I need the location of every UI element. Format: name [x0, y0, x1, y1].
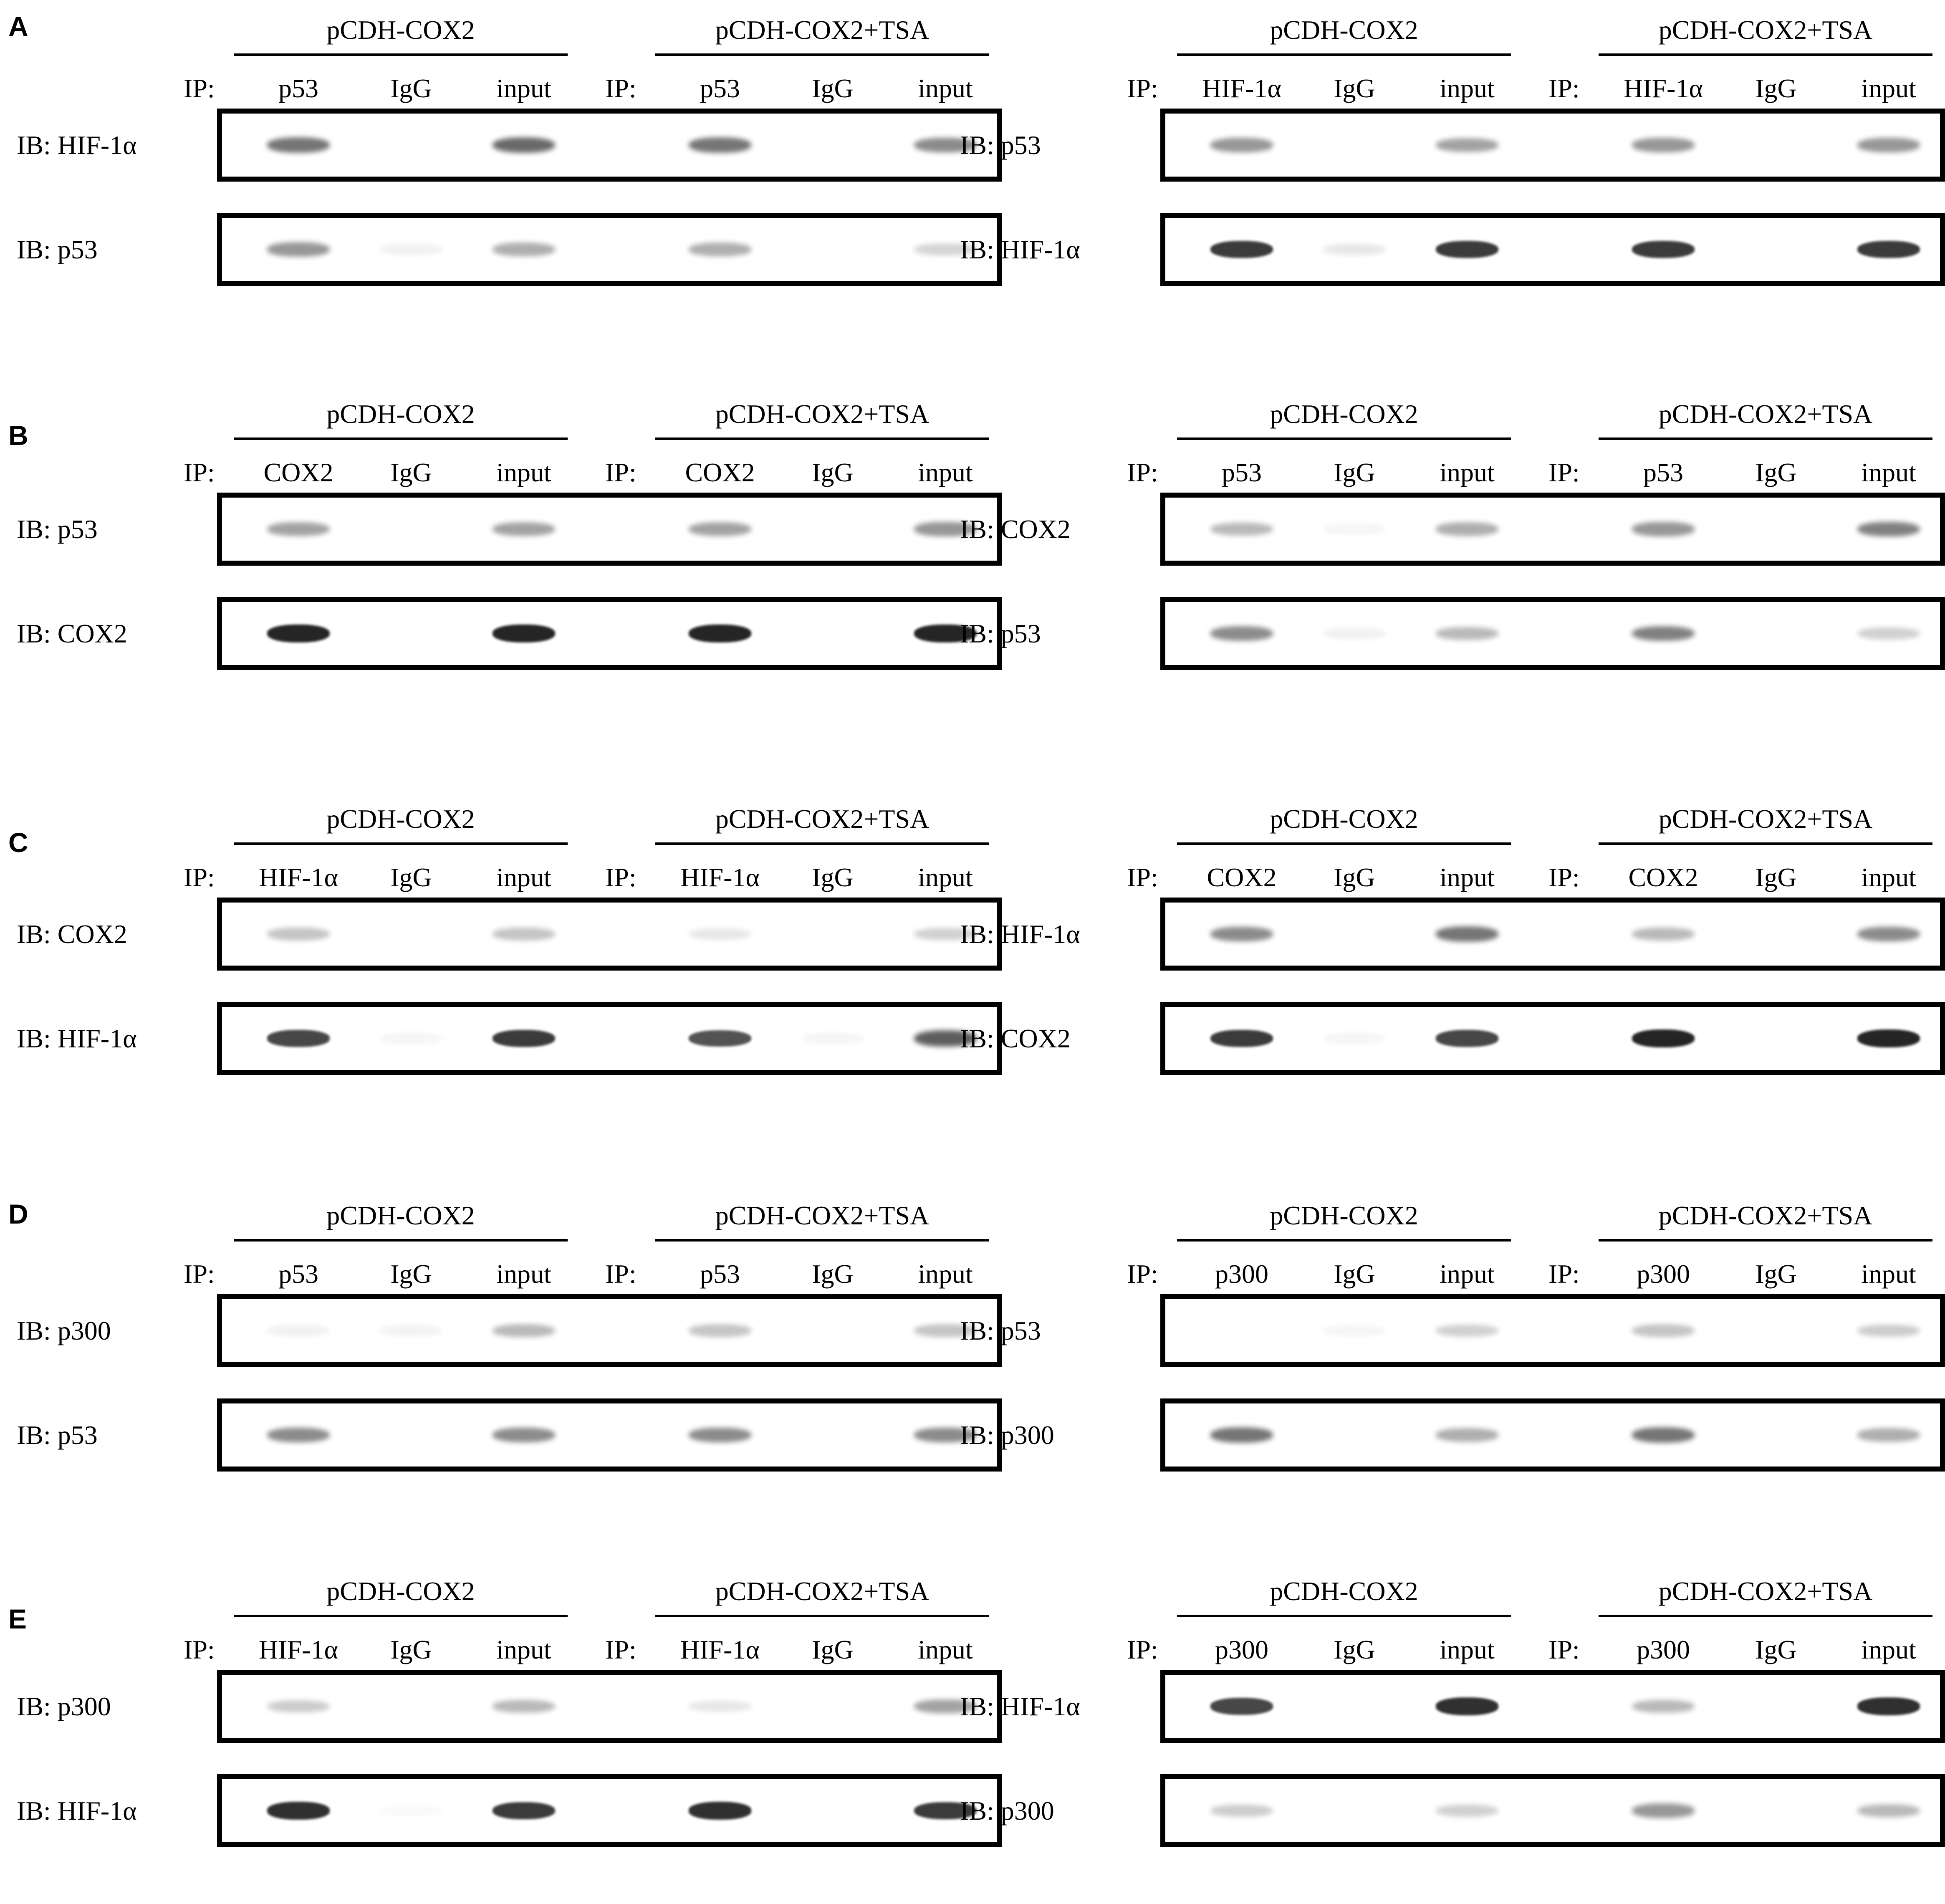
- lane-label: input: [918, 1635, 973, 1664]
- lane-label: input: [496, 1635, 551, 1664]
- condition-label: pCDH-COX2: [1270, 399, 1418, 429]
- blot-band: [1436, 1805, 1498, 1817]
- lane-label: IgG: [1334, 73, 1375, 103]
- lane-label: p53: [700, 73, 740, 103]
- condition-label: pCDH-COX2+TSA: [1658, 399, 1873, 429]
- blot-band: [1632, 241, 1695, 258]
- condition-underline: [1599, 1615, 1932, 1617]
- lane-label: IgG: [1334, 1635, 1375, 1664]
- blot-band: [493, 243, 555, 256]
- blot-band: [1436, 627, 1498, 640]
- lane-label: p53: [1643, 458, 1683, 487]
- blot-band: [493, 1324, 555, 1337]
- ib-label: IB: COX2: [960, 514, 1071, 544]
- ib-label: IB: COX2: [17, 919, 127, 949]
- blot-band: [493, 1030, 555, 1047]
- lane-label: HIF-1α: [259, 862, 338, 892]
- ib-label: IB: HIF-1α: [17, 1795, 137, 1826]
- condition-underline: [1177, 1615, 1511, 1617]
- ib-label: IB: p300: [17, 1315, 111, 1345]
- lane-label: input: [1861, 73, 1916, 103]
- lane-label: COX2: [263, 458, 333, 487]
- blot-frame: [1160, 109, 1945, 182]
- blot-band: [1210, 138, 1273, 152]
- condition-underline: [655, 437, 989, 440]
- ip-label: IP:: [1127, 862, 1158, 892]
- blot-band: [1436, 1325, 1498, 1337]
- blot-frame: [217, 213, 1002, 286]
- blot-band: [689, 522, 751, 536]
- lane-label: input: [1440, 1259, 1495, 1289]
- panel-letter: B: [8, 420, 28, 451]
- condition-label: pCDH-COX2: [1270, 15, 1418, 45]
- blot-band: [493, 928, 555, 941]
- blot-band: [1210, 927, 1273, 941]
- condition-underline: [1599, 437, 1932, 440]
- lane-label: p300: [1637, 1635, 1690, 1664]
- condition-underline: [1177, 842, 1511, 845]
- condition-header: [1599, 401, 1932, 427]
- ip-label: IP:: [184, 73, 215, 103]
- condition-header: [234, 17, 568, 43]
- blot-band: [689, 1030, 751, 1047]
- condition-underline: [234, 437, 568, 440]
- ib-label: IB: p53: [17, 1420, 98, 1450]
- lane-label: input: [496, 73, 551, 103]
- blot-band: [1436, 926, 1498, 942]
- blot-band: [1857, 1029, 1920, 1047]
- ip-label: IP:: [1548, 1635, 1580, 1664]
- ib-label: IB: HIF-1α: [17, 1023, 137, 1053]
- blot-frame: [1160, 1398, 1945, 1472]
- blot-band: [1210, 523, 1273, 536]
- condition-label: pCDH-COX2+TSA: [715, 399, 930, 429]
- blot-band: [1857, 1428, 1920, 1441]
- lane-label: input: [918, 458, 973, 487]
- blot-frame: [217, 493, 1002, 566]
- condition-header: [234, 1578, 568, 1605]
- lane-label: IgG: [1755, 458, 1797, 487]
- blot-band: [1210, 626, 1273, 641]
- lane-label: HIF-1α: [680, 1635, 760, 1664]
- blot-band: [267, 625, 330, 642]
- ip-label: IP:: [184, 1259, 215, 1289]
- panel-letter: D: [8, 1199, 28, 1229]
- condition-underline: [1599, 1239, 1932, 1242]
- lane-label: input: [1861, 1259, 1916, 1289]
- blot-right: [960, 399, 1916, 726]
- lane-label: IgG: [812, 1259, 854, 1289]
- blot-band: [801, 1033, 864, 1044]
- lane-label: p300: [1215, 1635, 1268, 1664]
- blot-left: [17, 804, 973, 1131]
- blot-band: [1323, 1033, 1386, 1044]
- lane-label: input: [496, 1259, 551, 1289]
- blot-band: [1857, 1697, 1920, 1715]
- condition-underline: [655, 842, 989, 845]
- condition-header: [1599, 17, 1932, 43]
- lane-label: input: [918, 73, 973, 103]
- blot-band: [267, 1700, 330, 1713]
- blot-band: [1210, 241, 1273, 258]
- ib-label: IB: p53: [960, 130, 1041, 160]
- blot-band: [267, 522, 330, 536]
- condition-label: pCDH-COX2: [1270, 804, 1418, 834]
- blot-band: [1857, 522, 1920, 537]
- condition-label: pCDH-COX2: [326, 1201, 475, 1230]
- condition-underline: [1599, 842, 1932, 845]
- blot-right: [960, 804, 1916, 1131]
- blot-left: [17, 1201, 973, 1528]
- condition-label: pCDH-COX2: [326, 399, 475, 429]
- blot-band: [267, 137, 330, 153]
- ib-label: IB: HIF-1α: [17, 130, 137, 160]
- blot-band: [1632, 626, 1695, 641]
- ib-label: IB: p300: [17, 1691, 111, 1721]
- condition-label: pCDH-COX2: [1270, 1576, 1418, 1606]
- blot-band: [267, 1325, 330, 1336]
- blot-band: [1632, 928, 1695, 941]
- ip-label: IP:: [605, 1635, 637, 1664]
- condition-underline: [655, 53, 989, 56]
- blot-frame: [1160, 1294, 1945, 1367]
- condition-label: pCDH-COX2: [326, 804, 475, 834]
- condition-label: pCDH-COX2+TSA: [1658, 1576, 1873, 1606]
- blot-band: [689, 1428, 751, 1442]
- ip-label: IP:: [605, 862, 637, 892]
- blot-band: [1436, 1030, 1498, 1047]
- blot-band: [1632, 1803, 1695, 1818]
- lane-label: IgG: [1334, 862, 1375, 892]
- condition-underline: [234, 842, 568, 845]
- condition-underline: [1177, 437, 1511, 440]
- lane-label: input: [1440, 862, 1495, 892]
- ib-label: IB: p53: [17, 514, 98, 544]
- condition-header: [234, 401, 568, 427]
- condition-header: [655, 1202, 989, 1229]
- blot-frame: [217, 1002, 1002, 1075]
- blot-band: [1632, 522, 1695, 536]
- blot-band: [1632, 1700, 1695, 1713]
- condition-underline: [1177, 53, 1511, 56]
- condition-label: pCDH-COX2: [326, 15, 475, 45]
- blot-left: [17, 15, 973, 342]
- blot-frame: [1160, 493, 1945, 566]
- blot-band: [1210, 1698, 1273, 1714]
- blot-frame: [217, 1774, 1002, 1847]
- condition-label: pCDH-COX2+TSA: [1658, 15, 1873, 45]
- condition-header: [234, 806, 568, 832]
- blot-band: [689, 137, 751, 153]
- blot-band: [1436, 1697, 1498, 1715]
- ip-label: IP:: [1127, 458, 1158, 487]
- lane-label: IgG: [1755, 73, 1797, 103]
- panel-letter: C: [8, 827, 28, 858]
- condition-header: [1177, 1202, 1511, 1229]
- blot-band: [1210, 1030, 1273, 1047]
- condition-header: [655, 401, 989, 427]
- ib-label: IB: COX2: [960, 1023, 1071, 1053]
- condition-header: [655, 17, 989, 43]
- lane-label: p53: [700, 1259, 740, 1289]
- blot-band: [1210, 1427, 1273, 1443]
- lane-label: p300: [1637, 1259, 1690, 1289]
- blot-band: [493, 625, 555, 642]
- blot-frame: [217, 898, 1002, 971]
- ip-label: IP:: [1548, 1259, 1580, 1289]
- lane-label: input: [496, 862, 551, 892]
- condition-label: pCDH-COX2+TSA: [715, 1576, 930, 1606]
- lane-label: IgG: [812, 1635, 854, 1664]
- lane-label: input: [1861, 458, 1916, 487]
- blot-band: [380, 244, 442, 255]
- blot-frame: [1160, 898, 1945, 971]
- blot-band: [267, 1802, 330, 1819]
- panel-letter: A: [8, 11, 28, 42]
- blot-band: [1436, 522, 1498, 536]
- lane-label: input: [918, 1259, 973, 1289]
- blot-band: [1323, 628, 1386, 639]
- blot-band: [1436, 241, 1498, 258]
- blot-band: [1323, 523, 1386, 535]
- lane-label: p53: [278, 1259, 318, 1289]
- condition-header: [1177, 806, 1511, 832]
- blot-band: [493, 1700, 555, 1713]
- blot-band: [380, 1805, 442, 1816]
- blot-left: [17, 399, 973, 726]
- blot-band: [493, 137, 555, 153]
- condition-label: pCDH-COX2+TSA: [715, 804, 930, 834]
- blot-band: [1632, 1427, 1695, 1443]
- condition-underline: [1177, 1239, 1511, 1242]
- lane-label: IgG: [812, 73, 854, 103]
- blot-band: [1857, 927, 1920, 941]
- blot-band: [1857, 1804, 1920, 1817]
- lane-label: HIF-1α: [259, 1635, 338, 1664]
- condition-underline: [234, 1239, 568, 1242]
- blot-frame: [1160, 1670, 1945, 1743]
- condition-underline: [234, 1615, 568, 1617]
- blot-band: [1632, 1324, 1695, 1337]
- ip-label: IP:: [184, 458, 215, 487]
- blot-band: [1857, 1325, 1920, 1337]
- ip-label: IP:: [1127, 1635, 1158, 1664]
- lane-label: p300: [1215, 1259, 1268, 1289]
- lane-label: IgG: [1334, 458, 1375, 487]
- lane-label: IgG: [1334, 1259, 1375, 1289]
- ib-label: IB: HIF-1α: [960, 234, 1080, 264]
- blot-frame: [217, 597, 1002, 670]
- ib-label: IB: p300: [960, 1420, 1054, 1450]
- lane-label: input: [1861, 862, 1916, 892]
- ip-label: IP:: [605, 73, 637, 103]
- condition-header: [655, 1578, 989, 1605]
- ib-label: IB: HIF-1α: [960, 919, 1080, 949]
- panel-letter: E: [8, 1603, 27, 1634]
- blot-frame: [1160, 1002, 1945, 1075]
- lane-label: COX2: [1207, 862, 1277, 892]
- ip-label: IP:: [1548, 73, 1580, 103]
- lane-label: IgG: [812, 458, 854, 487]
- condition-underline: [234, 53, 568, 56]
- blot-band: [689, 928, 751, 940]
- lane-label: IgG: [390, 73, 432, 103]
- lane-label: HIF-1α: [680, 862, 760, 892]
- blot-band: [689, 243, 751, 256]
- lane-label: p53: [1222, 458, 1262, 487]
- lane-label: IgG: [390, 862, 432, 892]
- lane-label: COX2: [685, 458, 755, 487]
- ib-label: IB: p53: [960, 1315, 1041, 1345]
- ip-label: IP:: [605, 458, 637, 487]
- blot-band: [689, 1324, 751, 1337]
- ip-label: IP:: [605, 1259, 637, 1289]
- condition-header: [655, 806, 989, 832]
- lane-label: input: [918, 862, 973, 892]
- blot-frame: [1160, 597, 1945, 670]
- ip-label: IP:: [184, 1635, 215, 1664]
- condition-label: pCDH-COX2+TSA: [1658, 804, 1873, 834]
- lane-label: HIF-1α: [1624, 73, 1703, 103]
- blot-band: [1632, 1029, 1695, 1047]
- blot-frame: [217, 1398, 1002, 1472]
- blot-right: [960, 1576, 1916, 1904]
- lane-label: input: [1861, 1635, 1916, 1664]
- blot-band: [380, 1325, 442, 1336]
- lane-label: input: [1440, 73, 1495, 103]
- ib-label: IB: p53: [17, 234, 98, 264]
- blot-band: [1436, 1428, 1498, 1441]
- blot-frame: [217, 1294, 1002, 1367]
- condition-underline: [1599, 53, 1932, 56]
- blot-band: [267, 1428, 330, 1442]
- blot-band: [1857, 241, 1920, 258]
- blot-band: [267, 242, 330, 256]
- condition-header: [1599, 806, 1932, 832]
- condition-header: [234, 1202, 568, 1229]
- blot-band: [1323, 244, 1386, 255]
- blot-band: [1210, 1805, 1273, 1817]
- ip-label: IP:: [1127, 1259, 1158, 1289]
- blot-frame: [1160, 1774, 1945, 1847]
- lane-label: input: [1440, 458, 1495, 487]
- condition-header: [1177, 401, 1511, 427]
- ib-label: IB: p300: [960, 1795, 1054, 1826]
- condition-underline: [655, 1239, 989, 1242]
- condition-label: pCDH-COX2+TSA: [715, 1201, 930, 1230]
- condition-label: pCDH-COX2: [1270, 1201, 1418, 1230]
- lane-label: IgG: [1755, 1259, 1797, 1289]
- lane-label: p53: [278, 73, 318, 103]
- condition-header: [1599, 1202, 1932, 1229]
- lane-label: input: [1440, 1635, 1495, 1664]
- lane-label: IgG: [812, 862, 854, 892]
- blot-band: [267, 928, 330, 941]
- condition-label: pCDH-COX2+TSA: [1658, 1201, 1873, 1230]
- condition-label: pCDH-COX2: [326, 1576, 475, 1606]
- blot-band: [267, 1030, 330, 1047]
- lane-label: IgG: [390, 1635, 432, 1664]
- blot-band: [689, 1701, 751, 1712]
- ip-label: IP:: [1127, 73, 1158, 103]
- blot-band: [1857, 138, 1920, 152]
- lane-label: HIF-1α: [1202, 73, 1281, 103]
- condition-header: [1177, 17, 1511, 43]
- ib-label: IB: HIF-1α: [960, 1691, 1080, 1721]
- lane-label: input: [496, 458, 551, 487]
- ib-label: IB: COX2: [17, 618, 127, 648]
- condition-header: [1599, 1578, 1932, 1605]
- blot-band: [493, 1802, 555, 1819]
- blot-frame: [217, 1670, 1002, 1743]
- blot-band: [689, 1802, 751, 1819]
- blot-band: [1436, 138, 1498, 152]
- ip-label: IP:: [1548, 862, 1580, 892]
- lane-label: COX2: [1628, 862, 1698, 892]
- blot-right: [960, 1201, 1916, 1528]
- condition-header: [1177, 1578, 1511, 1605]
- lane-label: IgG: [390, 458, 432, 487]
- blot-left: [17, 1576, 973, 1904]
- blot-band: [1632, 138, 1695, 152]
- blot-band: [689, 625, 751, 642]
- blot-band: [493, 1428, 555, 1442]
- condition-underline: [655, 1615, 989, 1617]
- condition-label: pCDH-COX2+TSA: [715, 15, 930, 45]
- blot-band: [1857, 627, 1920, 640]
- lane-label: IgG: [390, 1259, 432, 1289]
- blot-right: [960, 15, 1916, 342]
- blot-band: [493, 522, 555, 536]
- lane-label: IgG: [1755, 1635, 1797, 1664]
- ip-label: IP:: [184, 862, 215, 892]
- blot-band: [380, 1033, 442, 1044]
- blot-frame: [1160, 213, 1945, 286]
- blot-band: [1323, 1325, 1386, 1336]
- lane-label: IgG: [1755, 862, 1797, 892]
- ib-label: IB: p53: [960, 618, 1041, 648]
- blot-frame: [217, 109, 1002, 182]
- ip-label: IP:: [1548, 458, 1580, 487]
